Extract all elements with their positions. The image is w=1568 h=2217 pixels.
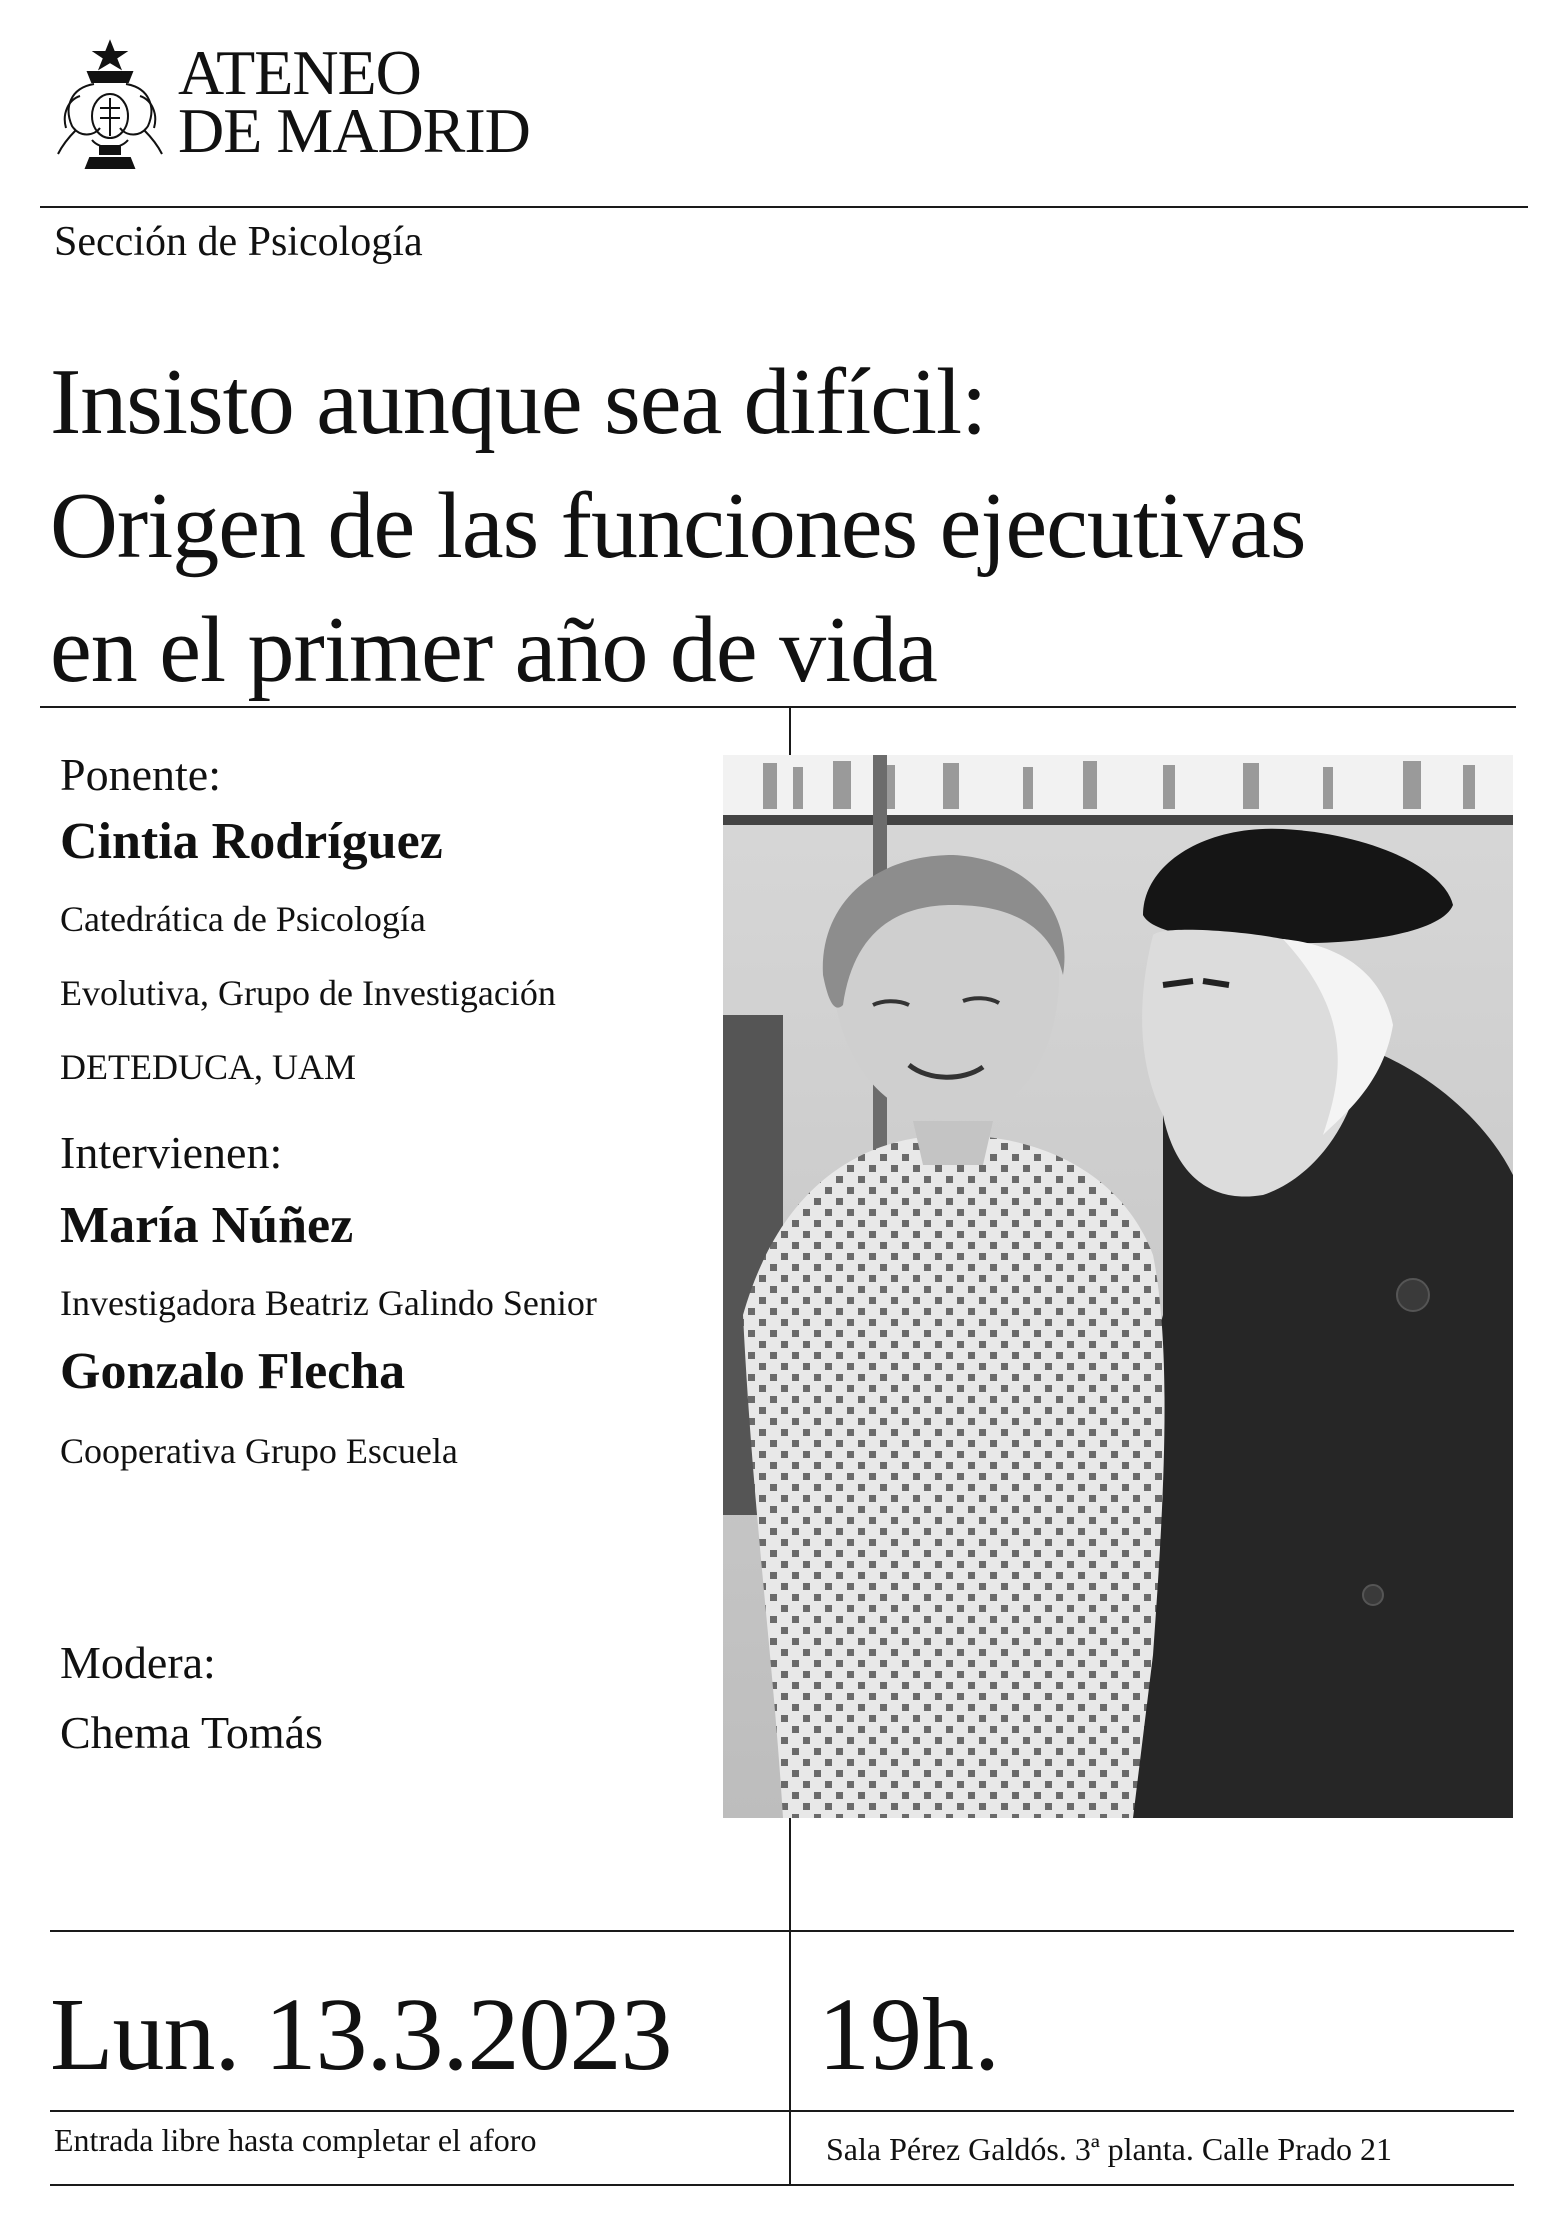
divider-title xyxy=(40,706,1516,708)
speaker-label: Ponente: xyxy=(60,749,221,800)
moderator-label: Modera: xyxy=(60,1637,216,1688)
panelist-name-1: María Núñez xyxy=(60,1197,354,1254)
divider-bottom xyxy=(50,2184,1514,2186)
title-line-2: Origen de las funciones ejecutivas xyxy=(50,474,1306,578)
speaker-name: Cintia Rodríguez xyxy=(60,813,443,870)
title-line-1: Insisto aunque sea difícil: xyxy=(50,350,987,454)
divider-date-top xyxy=(50,1930,1514,1932)
entry-note: Entrada libre hasta completar el aforo xyxy=(54,2122,537,2158)
event-date: Lun. 13.3.2023 xyxy=(50,1977,672,2092)
speaker-affiliation-1: Catedrática de Psicología xyxy=(60,899,426,939)
event-title xyxy=(50,340,1530,712)
divider-vertical-date xyxy=(789,1932,791,2110)
section-name: Sección de Psicología xyxy=(54,219,423,265)
venue-location: Sala Pérez Galdós. 3ª planta. Calle Prado 21 xyxy=(826,2131,1393,2167)
divider-vertical-middle xyxy=(789,1818,791,1930)
speaker-affiliation-2: Evolutiva, Grupo de Investigación xyxy=(60,973,556,1013)
title-line-3: en el primer año de vida xyxy=(50,598,937,702)
speakers-photo xyxy=(723,755,1513,1818)
speaker-affiliation-3: DETEDUCA, UAM xyxy=(60,1047,356,1087)
brand-name xyxy=(178,37,530,166)
divider-vertical-footer xyxy=(789,2112,791,2184)
ateneo-crest-icon xyxy=(50,38,170,178)
moderator-name: Chema Tomás xyxy=(60,1707,323,1758)
brand-line-1: ATENEO xyxy=(178,37,421,108)
divider-vertical-upper xyxy=(789,706,791,756)
event-time: 19h. xyxy=(818,1977,1000,2092)
panelist-affiliation-1: Investigadora Beatriz Galindo Senior xyxy=(60,1283,597,1323)
brand-line-2: DE MADRID xyxy=(178,95,530,166)
panelist-name-2: Gonzalo Flecha xyxy=(60,1343,406,1400)
divider-top xyxy=(40,206,1528,208)
panelist-affiliation-2: Cooperativa Grupo Escuela xyxy=(60,1431,458,1471)
panel-label: Intervienen: xyxy=(60,1127,283,1178)
divider-date-bottom xyxy=(50,2110,1514,2112)
